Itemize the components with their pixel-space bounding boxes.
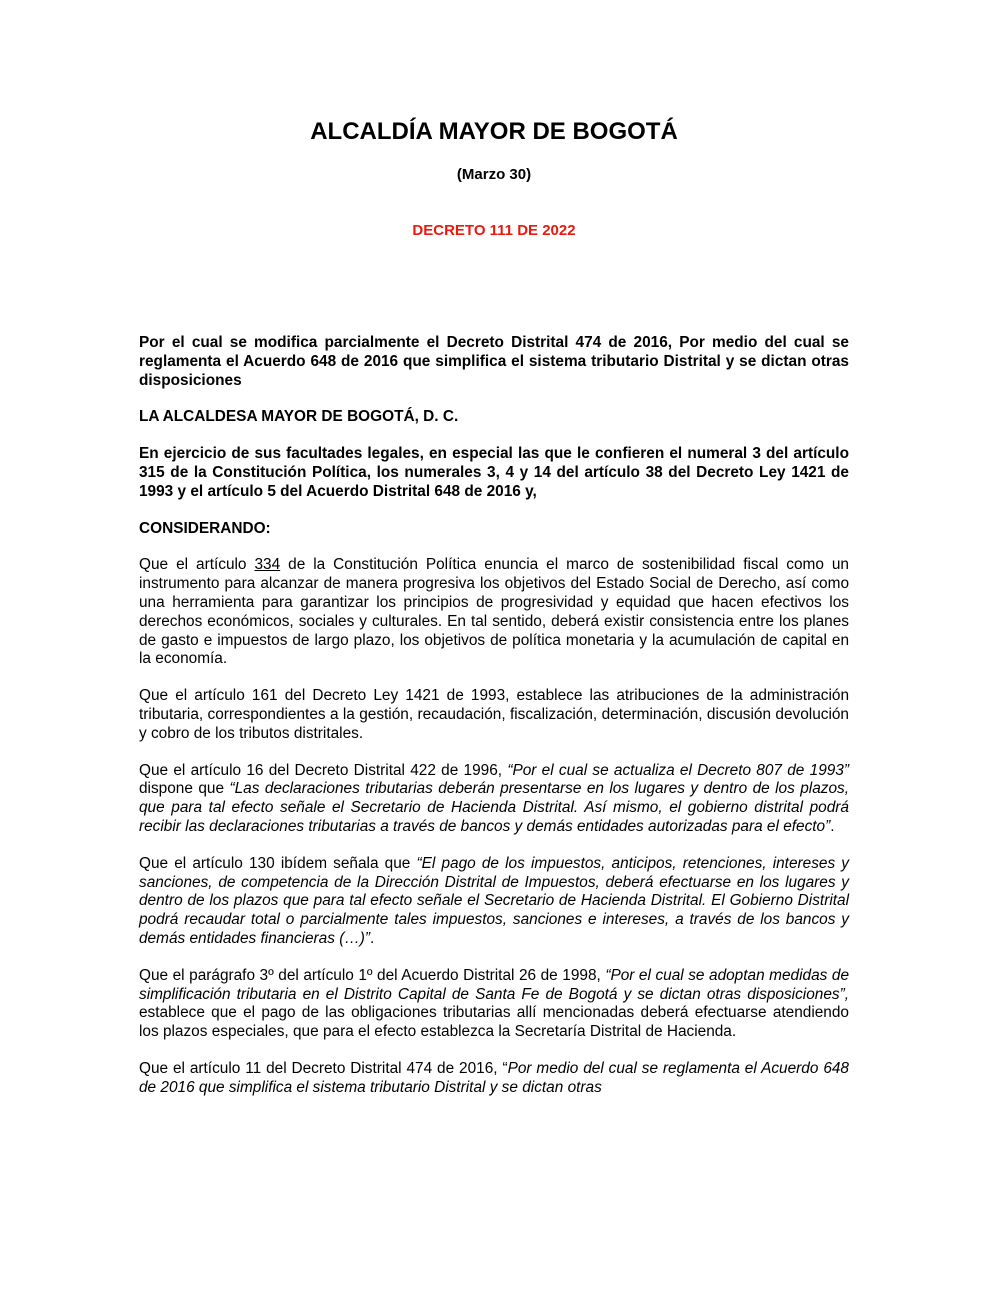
- text-run: dispone que: [139, 780, 230, 798]
- text-run: Que el artículo 130 ibídem señala que: [139, 854, 417, 872]
- paragraph-decree-474: [139, 1060, 849, 1098]
- issuing-authority: LA ALCALDESA MAYOR DE BOGOTÁ, D. C.: [139, 408, 459, 426]
- text-run: Que el artículo 11 del Decreto Distrital 474 de 2016, “: [139, 1059, 508, 1077]
- paragraph-acuerdo-26: [139, 967, 849, 1042]
- quoted-text: “Por el cual se actualiza el Decreto 807 de 1993”: [507, 761, 849, 779]
- quoted-text: “Por el cual se adoptan medidas de simplificación tributaria en el Distrito Capital de Santa Fe de Bogotá y se dictan otras disposiciones”,: [139, 966, 849, 1003]
- decree-number: DECRETO 111 DE 2022: [412, 222, 576, 239]
- text-run: establece que el pago de las obligaciones tributarias allí mencionadas deberá efectuarse atendiendo los plazos especiales, que para el efecto establezca la Secretaría Distrital de Hacienda.: [139, 1004, 849, 1041]
- paragraph-article-130: [139, 855, 849, 949]
- decree-summary: Por el cual se modifica parcialmente el Decreto Distrital 474 de 2016, Por medio del cual se reglamenta el Acuerdo 648 de 2016 que simplifica el sistema tributario Distrital y se dictan otras disposiciones: [139, 334, 849, 389]
- article-334-link[interactable]: 334: [254, 556, 281, 574]
- paragraph-decree-422: [139, 762, 849, 837]
- document-date: (Marzo 30): [456, 166, 532, 183]
- document-body: [139, 334, 849, 1116]
- quoted-text: “Las declaraciones tributarias deberán presentarse en los lugares y dentro de los plazos, que para tal efecto señale el Secretario de Hacienda Distrital. Así mismo, el gobierno distrital podrá recibir las declaraciones tributarias a través de bancos y demás entidades autorizadas para el efecto”: [139, 780, 849, 835]
- quoted-text: Por medio del cual se reglamenta el Acuerdo 648 de 2016 que simplifica el sistema tributario Distrital y se dictan otras: [139, 1059, 849, 1096]
- quoted-text: “El pago de los impuestos, anticipos, retenciones, intereses y sanciones, de competencia de la Dirección Distrital de Impuestos, deberá efectuarse en los lugares y dentro de los plazos que para tal efecto señale el Secretario de Hacienda Distrital. El Gobierno Distrital podrá recaudar total o parcialmente tales impuestos, sanciones e intereses, a través de los bancos y demás entidades financieras (…)”: [139, 854, 849, 947]
- text-run: de la Constitución Política enuncia el marco de sostenibilidad fiscal como un instrumento para alcanzar de manera progresiva los objetivos del Estado Social de Derecho, así como una herramienta para garantizar los principios de progresividad y equidad que hacen efectivos los derechos económicos, sociales y culturales. En tal sentido, deberá existir consistencia entre los planes de gasto e impuestos de largo plazo, los objetivos de política monetaria y la acumulación de capital en la economía.: [139, 556, 849, 668]
- text-run: Que el artículo: [139, 556, 255, 574]
- considering-heading: CONSIDERANDO:: [139, 519, 271, 537]
- text-run: .: [830, 817, 835, 835]
- legal-powers: En ejercicio de sus facultades legales, en especial las que le confieren el numeral 3 del artículo 315 de la Constitución Política, los numerales 3, 4 y 14 del artículo 38 del Decreto Ley 1421 de 1993 y el artículo 5 del Acuerdo Distrital 648 de 2016 y,: [139, 445, 849, 500]
- text-run: .: [369, 929, 375, 947]
- text-run: Que el artículo 16 del Decreto Distrital 422 de 1996,: [139, 761, 508, 779]
- paragraph-constitution-334: [139, 556, 849, 669]
- paragraph-decree-1421: Que el artículo 161 del Decreto Ley 1421 de 1993, establece las atribuciones de la administración tributaria, correspondientes a la gestión, recaudación, fiscalización, determinación, discusión devolución y cobro de los tributos distritales.: [139, 687, 849, 742]
- text-run: Que el parágrafo 3º del artículo 1º del Acuerdo Distrital 26 de 1998,: [139, 966, 606, 984]
- document-title: ALCALDÍA MAYOR DE BOGOTÁ: [310, 118, 678, 145]
